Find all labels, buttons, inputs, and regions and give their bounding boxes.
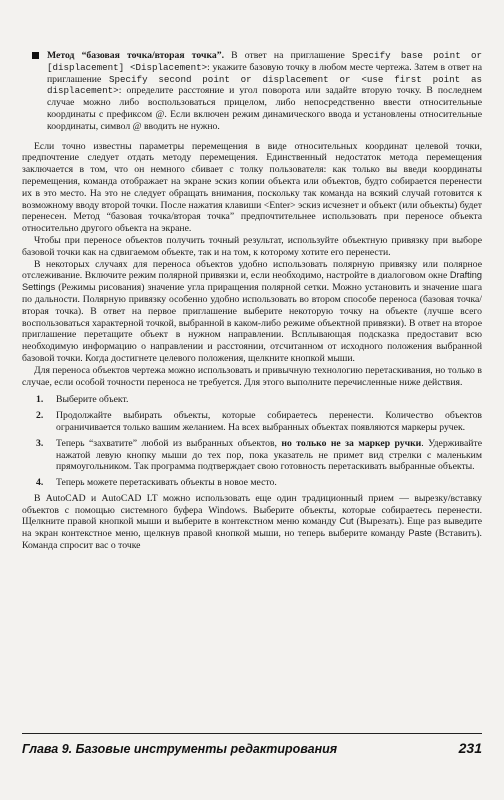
page-number: 231 <box>458 740 482 756</box>
drafting-settings-label: Drafting Settings <box>22 270 482 293</box>
emphasis-not-grip: но только не за маркер ручки <box>281 437 422 449</box>
page-footer <box>22 733 482 756</box>
chapter-title: Глава 9. Базовые инструменты редактирования <box>22 742 338 756</box>
paste-command-label: Paste <box>408 528 432 539</box>
list-item: 1. Выберите объект. <box>36 394 129 406</box>
paragraph-drag-intro: Для переноса объектов чертежа можно использовать и привычную технологию перетаскивания, но только в случае, если особой точности переноса не требуется. Для этого выполните перечисленные ниже действия. <box>22 364 482 388</box>
paragraph-displacement-method: Если точно известны параметры перемещения в виде относительных координат целевой точки, предпочтение следует отдать методу перемещения. Единственный недостаток метода перемещения заключается в том, что он немного сбивает с толку пользователя: как только вы введи координаты перемещения, команда отображает на экране эскиз копии объекта или объектов, будто собирается перенести их в это место. На это не следует обращать внимания, поскольку так команда на всякий случай готовится к возможному вводу второй точки. После нажатия клавиши <Enter> эскиз исчезнет и объект (или объекты) будет перенесен. Метод “базовая точка/вторая точка” предпочтительнее использовать при переносе объекта относительно другого объекта на экране. <box>22 140 482 235</box>
paragraph-polar-snap: В некоторых случаях для переноса объектов удобно использовать полярную привязку или полярное отслеживание. Включите режим полярной привязки и, если необходимо, настройте в диалоговом окне Drafting Settings (Режимы рисования) значение угла приращения полярной сетки. Можно установить и значение шага по дальности. Полярную привязку особенно удобно использовать во втором способе переноса (базовая точка/вторая точка). В ответ на первое приглашение выберите некоторую точку на объекте (лучше всего воспользоваться характерной точкой, выбранной в каком-либо режиме объектной привязки). В ответ на второе приглашение перетащите объект в нужном направлении. Всплывающая подсказка предоставит всю необходимую информацию о направлении и расстоянии, отсчитанном от исходного положения выбранной базовой точки. Когда достигнете целевого положения, щелкните кнопкой мыши. <box>22 258 482 364</box>
prompt-code-2: Specify second point or displacement or <use first point as displacement> <box>47 73 482 97</box>
square-bullet-icon <box>32 52 39 59</box>
drag-steps-list <box>22 394 482 489</box>
prompt-code-1: Specify base point or [displacement] <Displacement> <box>47 50 482 73</box>
list-item: 2. Продолжайте выбирать объекты, которые собираетесь перенести. Количество объектов ограничивается только вашим желанием. На всех выбранных объектах появляются маркеры ручек. <box>36 410 482 433</box>
paragraph-cut-paste: В AutoCAD и AutoCAD LT можно использовать еще один традиционный прием — вырезку/вставку объектов с помощью системного буфера Windows. Выберите объекты, которые собираетесь перенести. Щелкните правой кнопкой мыши и выберите в контекстном меню команду Cut (Вырезать). Еще раз выведите на экран контекстное меню, щелкнув правой кнопкой мыши, но теперь выберите команду Paste (Вставить). Команда спросит вас о точке <box>22 492 482 552</box>
list-item: 4. Теперь можете перетаскивать объекты в новое место. <box>36 477 277 489</box>
bullet-paragraph: Метод “базовая точка/вторая точка”. В ответ на приглашение Specify base point or [displacement] <Displacement>: укажите базовую точку в любом месте чертежа. Затем в ответ на приглашение Specify second point or displacement or <use first point as displacement>: определите расстояние и угол поворота или задайте вторую точку. В последнем случае можно либо воспользоваться прицелом, либо непосредственно ввести относительные координаты с префиксом @. Если включен режим динамического ввода и установлены относительные координаты, символ @ вводить не нужно. <box>47 50 482 132</box>
bullet-title: Метод “базовая точка/вторая точка”. <box>47 50 224 61</box>
cut-command-label: Cut <box>339 516 354 527</box>
bullet-item-base-point-method <box>22 50 482 133</box>
list-item: 3. Теперь “захватите” любой из выбранных объектов, но только не за маркер ручки. Удерживайте нажатой левую кнопку мыши до тех пор, пока указатель не примет вид стрелки с маленьким прямоугольником. Так программа подтверждает свою готовность перетаскивать выбранные объекты. <box>36 437 483 473</box>
paragraph-object-snap-tip: Чтобы при переносе объектов получить точный результат, используйте объектную привязку при выборе базовой точки как на сдвигаемом объекте, так и на том, к которому хотите его перенести. <box>22 234 482 258</box>
